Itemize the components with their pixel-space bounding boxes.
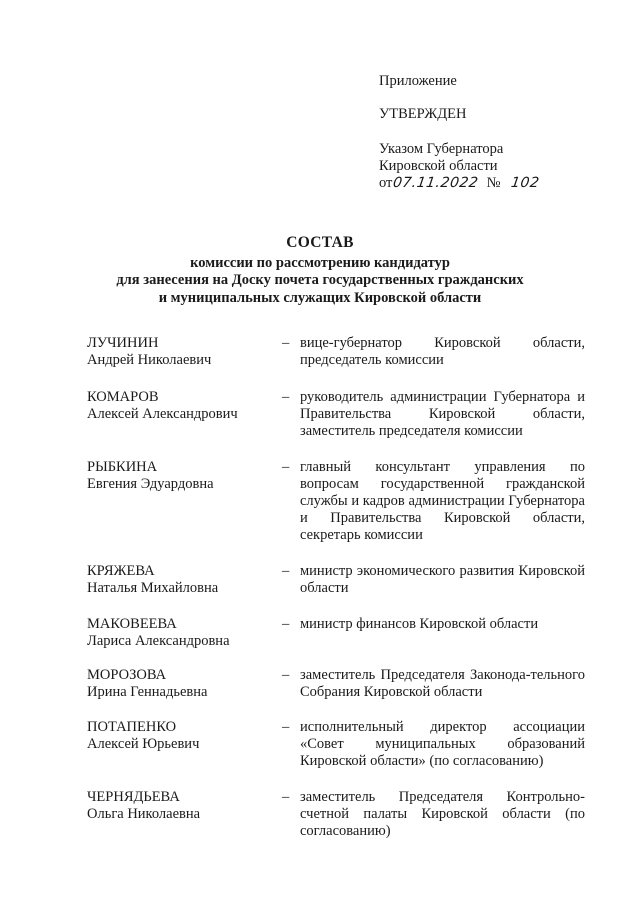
member-given-names: Наталья Михайловна bbox=[87, 580, 219, 596]
member-dash: – bbox=[282, 719, 290, 735]
member-given-names: Андрей Николаевич bbox=[87, 352, 212, 368]
member-dash: – bbox=[282, 563, 290, 579]
member-role: главный консультант управления по вопросам государственной гражданской службы и кадров администрации Губернатора и Правительства Кировской области, секретарь комиссии bbox=[300, 459, 585, 543]
member-name bbox=[87, 389, 277, 440]
member-row bbox=[87, 563, 587, 597]
title-line-1: комиссии по рассмотрению кандидатур bbox=[190, 254, 450, 271]
member-name bbox=[87, 459, 277, 544]
number-sign: № bbox=[486, 175, 501, 191]
approval-header bbox=[379, 73, 619, 192]
member-row bbox=[87, 459, 587, 544]
member-dash: – bbox=[282, 389, 290, 405]
member-row bbox=[87, 667, 587, 701]
member-surname: ЧЕРНЯДЬЕВА bbox=[87, 789, 180, 805]
member-role: вице-губернатор Кировской области, председатель комиссии bbox=[300, 335, 585, 368]
handwritten-number: 102 bbox=[510, 175, 541, 191]
document-title bbox=[60, 234, 580, 307]
member-dash: – bbox=[282, 459, 290, 475]
member-given-names: Алексей Александрович bbox=[87, 406, 238, 422]
member-name bbox=[87, 563, 277, 597]
member-dash: – bbox=[282, 616, 290, 632]
member-dash: – bbox=[282, 335, 290, 351]
member-surname: КРЯЖЕВА bbox=[87, 563, 155, 579]
member-given-names: Ирина Геннадьевна bbox=[87, 684, 208, 700]
member-row bbox=[87, 335, 587, 369]
member-role: заместитель Председателя Законода-тельного Собрания Кировской области bbox=[300, 667, 585, 700]
approved-label: УТВЕРЖДЕН bbox=[379, 106, 467, 122]
member-surname: КОМАРОВ bbox=[87, 389, 159, 405]
handwritten-date: 07.11.2022 bbox=[392, 175, 480, 191]
title-line-3: и муниципальных служащих Кировской области bbox=[158, 289, 482, 306]
member-surname: МОРОЗОВА bbox=[87, 667, 167, 683]
member-given-names: Лариса Александровна bbox=[87, 633, 230, 649]
member-role: исполнительный директор ассоциации «Совет муниципальных образований Кировской области» (по согласованию) bbox=[300, 719, 585, 769]
member-role: министр финансов Кировской области bbox=[300, 616, 539, 632]
decree-line-1: Указом Губернатора bbox=[379, 141, 504, 157]
member-given-names: Евгения Эдуардовна bbox=[87, 476, 214, 492]
member-row bbox=[87, 719, 587, 770]
member-given-names: Ольга Николаевна bbox=[87, 806, 201, 822]
date-prefix: от bbox=[379, 175, 393, 191]
member-name bbox=[87, 789, 277, 840]
member-surname: ПОТАПЕНКО bbox=[87, 719, 177, 735]
member-row bbox=[87, 789, 587, 840]
member-surname: МАКОВЕЕВА bbox=[87, 616, 177, 632]
member-row bbox=[87, 389, 587, 440]
member-name bbox=[87, 616, 277, 650]
title-heading: СОСТАВ bbox=[286, 234, 354, 251]
title-line-2: для занесения на Доску почета государственных гражданских bbox=[116, 272, 524, 288]
member-name bbox=[87, 667, 277, 701]
appendix-label: Приложение bbox=[379, 73, 457, 89]
member-role: министр экономического развития Кировской области bbox=[300, 563, 585, 596]
decree-line-2: Кировской области bbox=[379, 158, 498, 174]
member-name bbox=[87, 719, 277, 770]
member-dash: – bbox=[282, 789, 290, 805]
member-given-names: Алексей Юрьевич bbox=[87, 736, 200, 752]
decree-date-line bbox=[379, 175, 619, 192]
member-surname: РЫБКИНА bbox=[87, 459, 158, 475]
member-row bbox=[87, 616, 587, 650]
member-dash: – bbox=[282, 667, 290, 683]
member-role: руководитель администрации Губернатора и Правительства Кировской области, заместитель председателя комиссии bbox=[300, 389, 585, 439]
member-name bbox=[87, 335, 277, 369]
member-role: заместитель Председателя Контрольно-счетной палаты Кировской области (по согласованию) bbox=[300, 789, 585, 839]
member-surname: ЛУЧИНИН bbox=[87, 335, 159, 351]
